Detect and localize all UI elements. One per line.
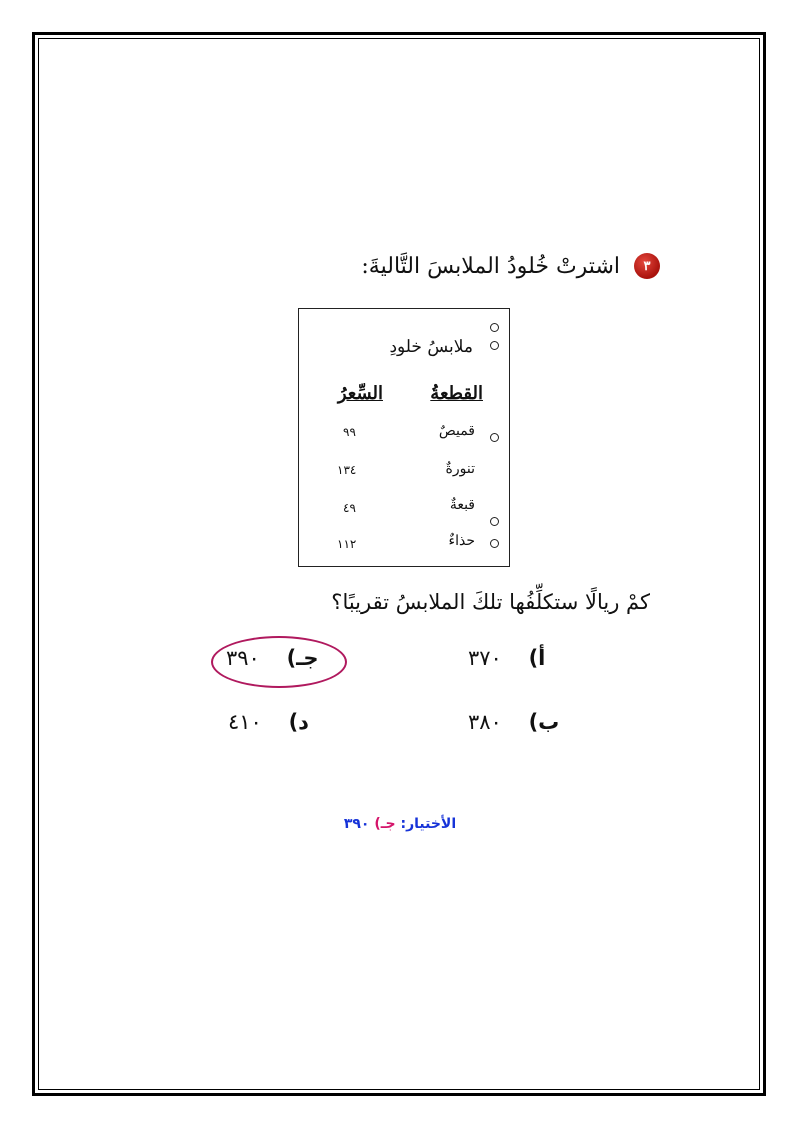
item-price: ٩٩ (343, 425, 356, 439)
question-stem: كمْ ريالًا ستكلِّفُها تلكَ الملابسُ تقريبًا؟ (331, 590, 650, 614)
choice-value: ٣٧٠ (468, 646, 502, 670)
binder-ring-icon (490, 433, 499, 442)
question-number-badge: ٣ (634, 253, 660, 279)
question-heading (280, 246, 660, 286)
column-header-price: السِّعرُ (337, 383, 383, 404)
question-text: اشترتْ خُلودُ الملابسَ التَّاليةَ: (361, 253, 620, 279)
answer-label: الأختيار: (400, 816, 457, 832)
item-price: ٤٩ (343, 501, 356, 515)
choice-b[interactable] (468, 710, 559, 734)
item-name: قميصٌ (438, 423, 475, 439)
binder-ring-icon (490, 539, 499, 548)
binder-ring-icon (490, 323, 499, 332)
binder-ring-icon (490, 341, 499, 350)
choice-letter: ب) (528, 710, 560, 734)
choice-value: ٣٨٠ (468, 710, 502, 734)
item-price: ١٣٤ (337, 463, 357, 477)
binder-ring-icon (490, 517, 499, 526)
item-name: تنورةٌ (445, 461, 475, 477)
answer-value: ٣٩٠ (343, 816, 370, 832)
column-header-item: القطعةُ (430, 383, 483, 404)
card-title: ملابسُ خلودِ (389, 337, 473, 357)
price-card (298, 308, 510, 567)
item-price: ١١٢ (337, 537, 357, 551)
choice-letter: أ) (528, 646, 546, 670)
choice-letter: جـ) (286, 646, 319, 670)
choice-value: ٤١٠ (228, 710, 262, 734)
choice-letter: د) (288, 710, 309, 734)
answer-letter: جـ) (374, 816, 396, 832)
choice-c[interactable] (226, 646, 319, 670)
item-name: حذاءٌ (448, 533, 475, 549)
item-name: قبعةٌ (449, 497, 475, 513)
answer-line (250, 816, 550, 832)
choice-d[interactable] (228, 710, 309, 734)
choice-a[interactable] (468, 646, 545, 670)
choice-value: ٣٩٠ (226, 646, 260, 670)
